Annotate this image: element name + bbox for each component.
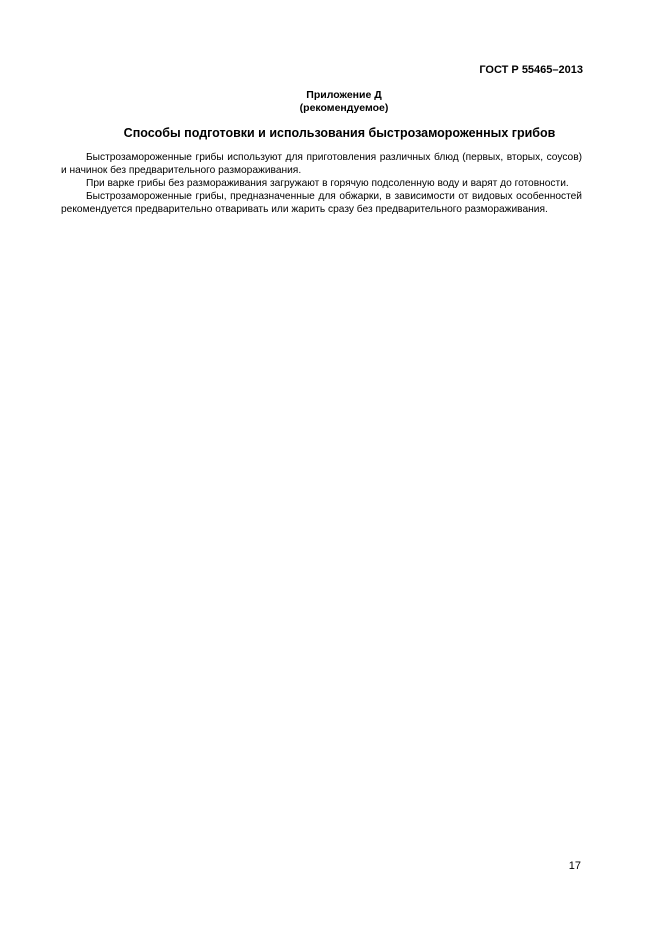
section-title: Способы подготовки и использования быстрозамороженных грибов <box>123 126 556 140</box>
annex-title: Приложение Д <box>306 89 382 101</box>
page-number: 17 <box>568 860 581 872</box>
annex-status: (рекомендуемое) <box>299 102 389 114</box>
paragraph: Быстрозамороженные грибы, предназначенные для обжарки, в зависимости от видовых особенностей рекомендуется предварительно отваривать или жарить сразу без предварительного размораживания. <box>61 191 582 215</box>
standard-designation: ГОСТ Р 55465–2013 <box>479 64 583 76</box>
paragraph: При варке грибы без размораживания загружают в горячую подсоленную воду и варят до готовности. <box>86 178 569 189</box>
annex-heading <box>0 89 661 115</box>
body-text <box>61 151 582 216</box>
paragraph: Быстрозамороженные грибы используют для приготовления различных блюд (первых, вторых, соусов) и начинок без предварительного размораживания. <box>61 152 582 176</box>
